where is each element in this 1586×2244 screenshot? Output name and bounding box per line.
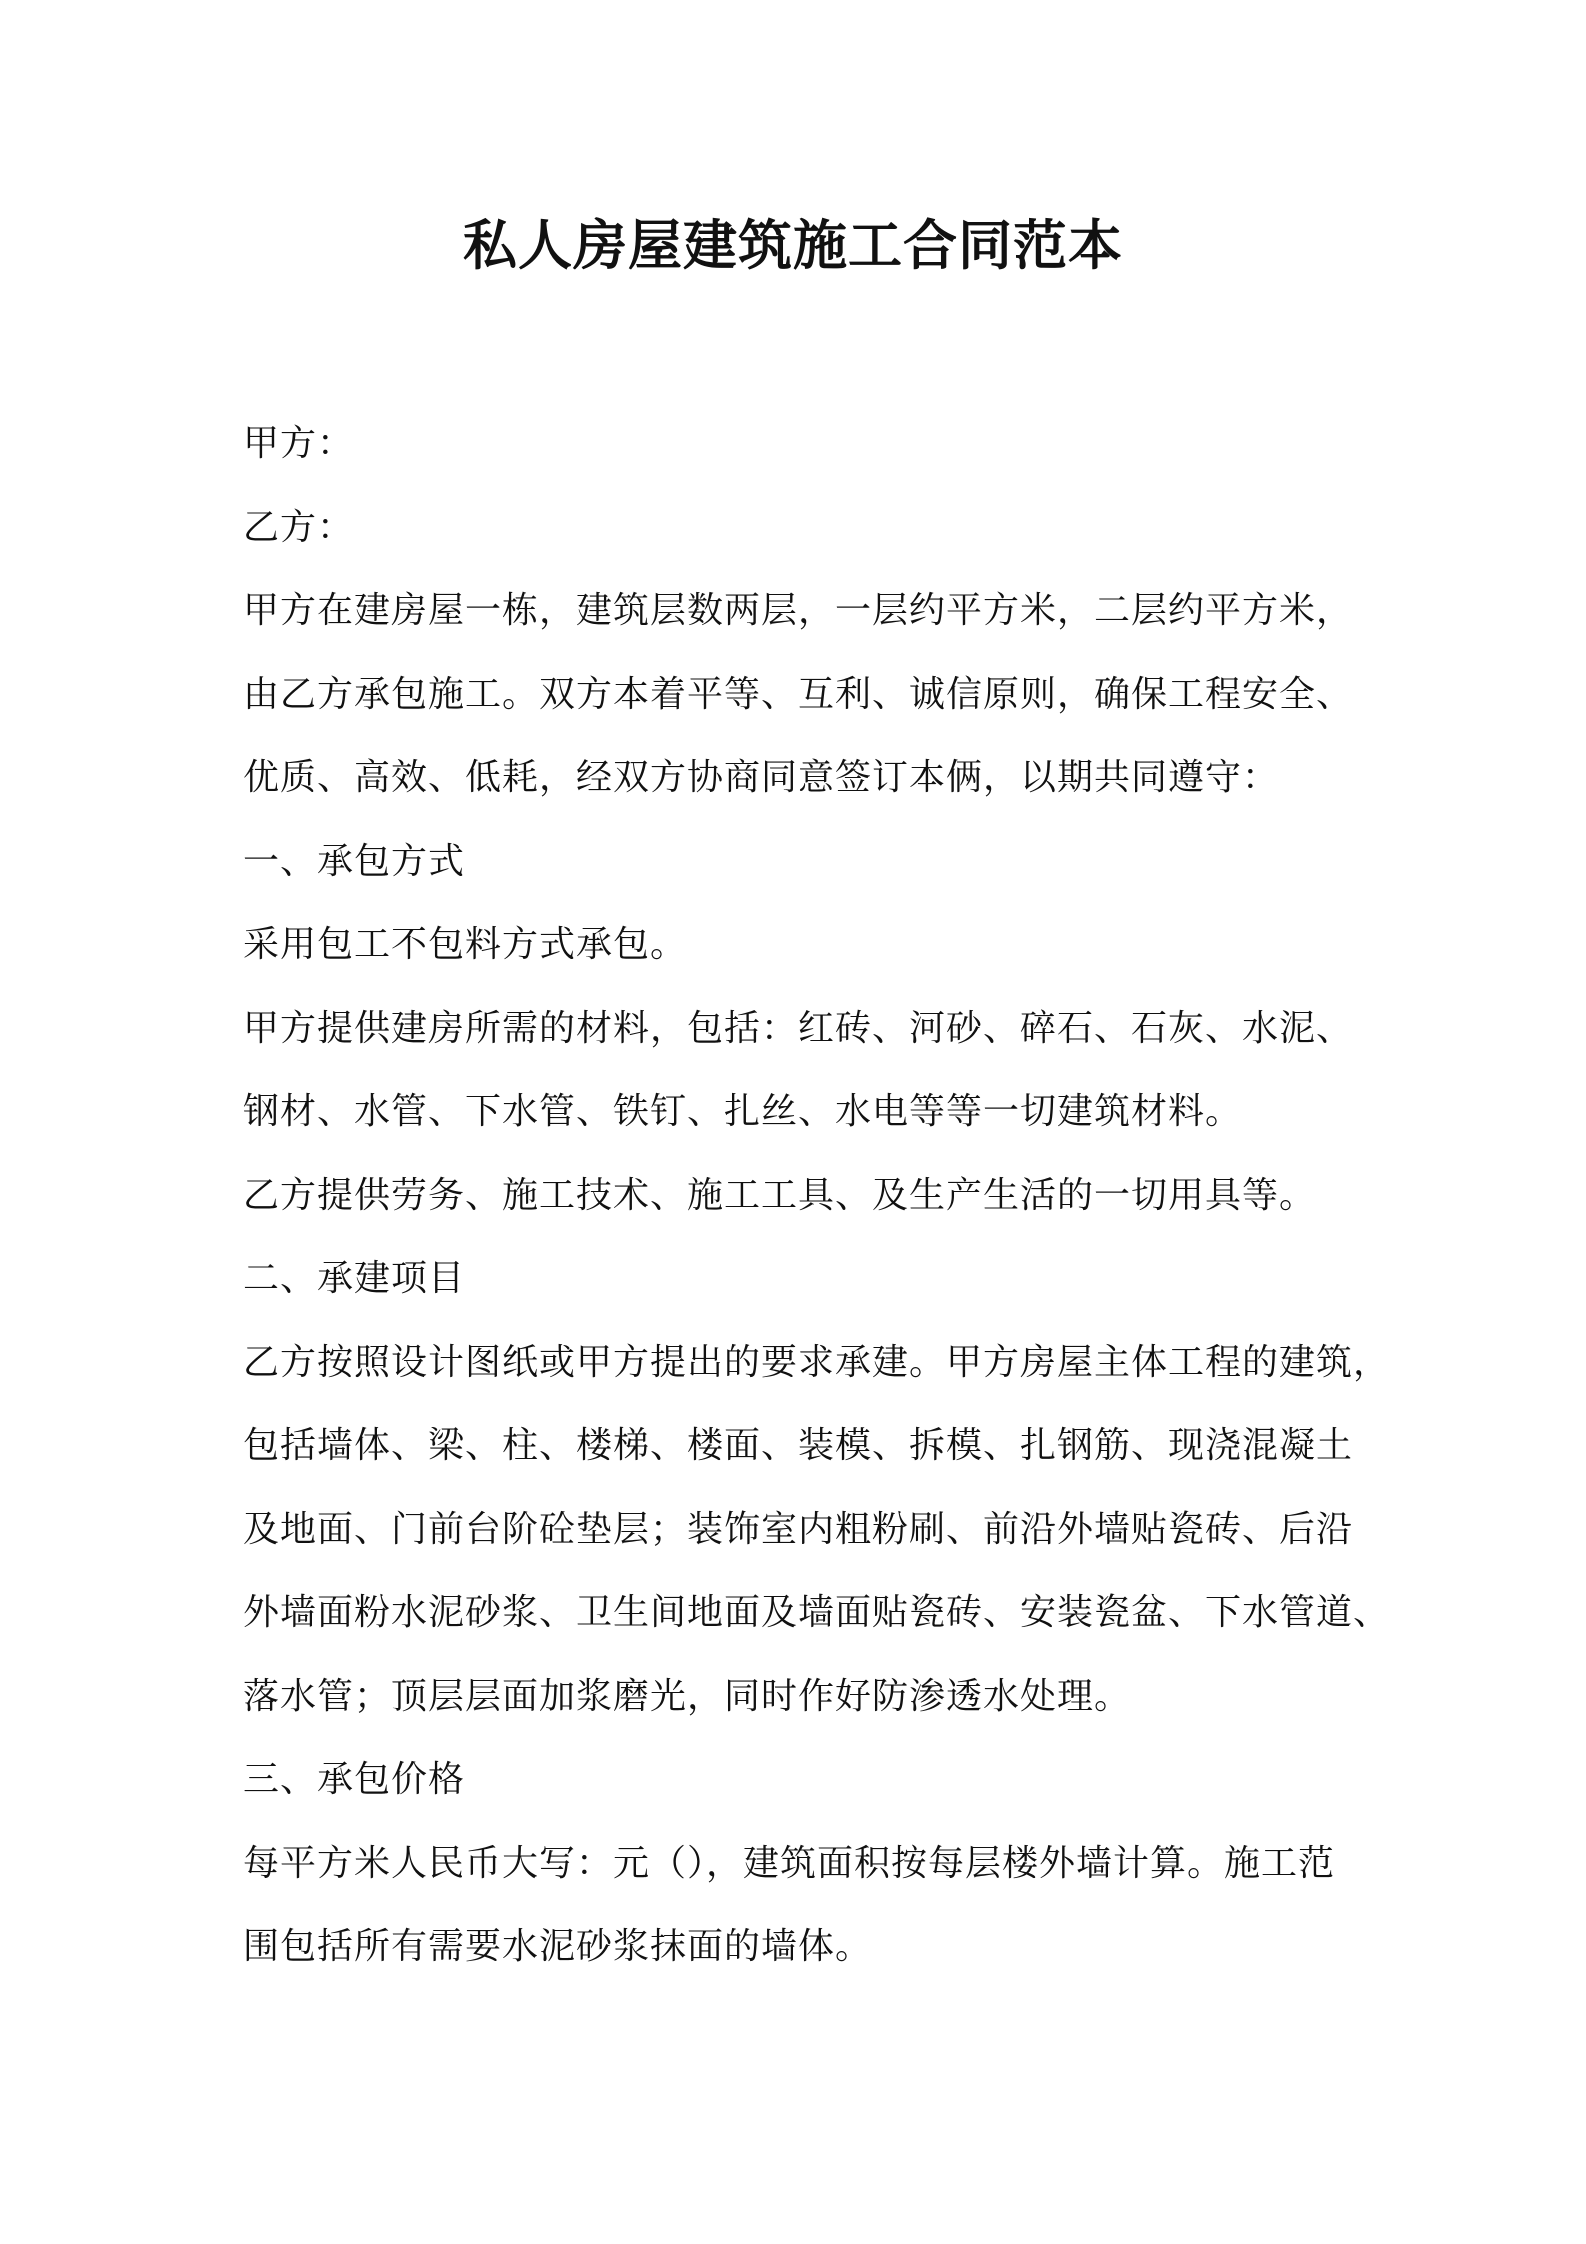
paragraph-line: 甲方提供建房所需的材料，包括：红砖、河砂、碎石、石灰、水泥、: [243, 1007, 1354, 1049]
paragraph-line: 优质、高效、低耗，经双方协商同意签订本俩，以期共同遵守：: [243, 757, 1280, 798]
party-a-line: 甲方：: [243, 423, 355, 464]
paragraph-line: 包括墙体、梁、柱、楼梯、楼面、装模、拆模、扎钢筋、现浇混凝土: [243, 1425, 1354, 1466]
paragraph-line: 围包括所有需要水泥砂浆抹面的墙体。: [243, 1926, 873, 1967]
section-heading-2: 二、承建项目: [243, 1258, 466, 1299]
paragraph-line: 由乙方承包施工。双方本着平等、互利、诚信原则，确保工程安全、: [243, 673, 1354, 715]
document-title: 私人房屋建筑施工合同范本: [463, 214, 1123, 277]
section-heading-3: 三、承包价格: [243, 1759, 466, 1800]
party-b-line: 乙方：: [243, 506, 355, 548]
document-body: [243, 402, 1391, 1989]
paragraph-line: 及地面、门前台阶砼垫层；装饰室内粗粉刷、前沿外墙贴瓷砖、后沿: [243, 1508, 1354, 1550]
paragraph-line: 每平方米人民币大写：元（），建筑面积按每层楼外墙计算。施工范: [243, 1842, 1336, 1884]
paragraph-line: 乙方提供劳务、施工技术、施工工具、及生产生活的一切用具等。: [243, 1174, 1317, 1216]
paragraph-line: 乙方按照设计图纸或甲方提出的要求承建。甲方房屋主体工程的建筑，: [243, 1341, 1391, 1383]
paragraph-line: 落水管；顶层层面加浆磨光，同时作好防渗透水处理。: [243, 1675, 1132, 1717]
paragraph-line: 采用包工不包料方式承包。: [243, 924, 688, 965]
paragraph-line: 钢材、水管、下水管、铁钉、扎丝、水电等等一切建筑材料。: [243, 1091, 1243, 1132]
paragraph-line: 外墙面粉水泥砂浆、卫生间地面及墙面贴瓷砖、安装瓷盆、下水管道、: [243, 1592, 1391, 1633]
section-heading-1: 一、承包方式: [243, 840, 466, 882]
paragraph-line: 甲方在建房屋一栋，建筑层数两层，一层约平方米，二层约平方米，: [243, 590, 1354, 631]
